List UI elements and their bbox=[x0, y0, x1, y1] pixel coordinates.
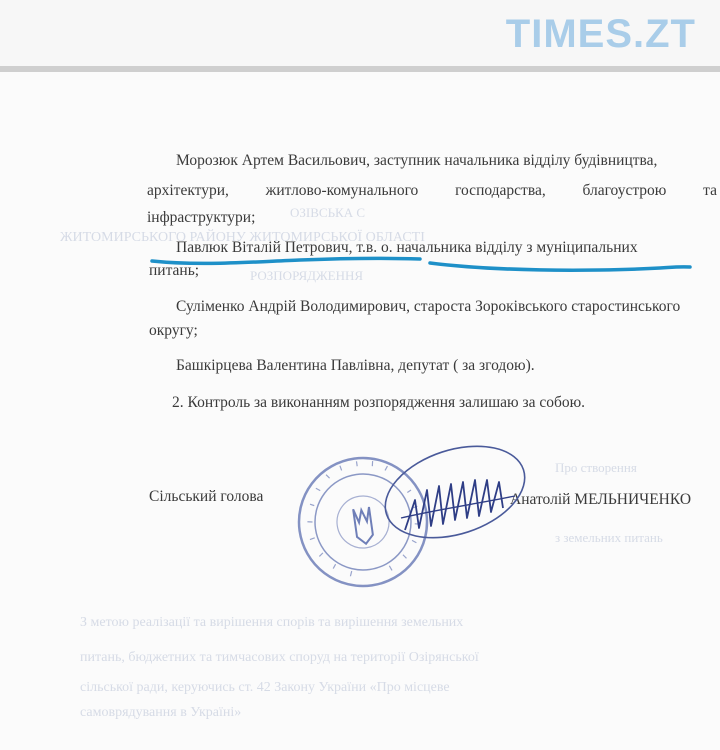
bleed-through-text: з земельних питань bbox=[555, 530, 663, 545]
paragraph-line: інфраструктури; bbox=[147, 209, 256, 226]
signature-name: Анатолій МЕЛЬНИЧЕНКО bbox=[510, 491, 692, 508]
bleed-through-text: З метою реалізації та вирішення спорів та вирішення земельних bbox=[80, 615, 464, 630]
paragraph-line: Суліменко Андрій Володимирович, староста Зороківського старостинського bbox=[176, 298, 681, 315]
bleed-through-text: РОЗПОРЯДЖЕННЯ bbox=[250, 268, 364, 283]
word: житлово-комунального bbox=[265, 182, 419, 199]
paragraph-line-justified bbox=[147, 182, 717, 200]
site-logo: TIMES.ZT bbox=[505, 12, 696, 56]
paragraph-line: 2. Контроль за виконанням розпорядження залишаю за собою. bbox=[172, 394, 586, 411]
bleed-through-text: ОЗІВСЬКА С bbox=[290, 205, 366, 220]
word: архітектури, bbox=[147, 182, 229, 199]
bleed-through-text: самоврядування в Україні» bbox=[80, 705, 242, 720]
bleed-through-text: сільської ради, керуючись ст. 42 Закону України «Про місцеве bbox=[80, 680, 450, 695]
paragraph-line: Морозюк Артем Васильович, заступник начальника відділу будівництва, bbox=[176, 152, 658, 169]
bleed-through-text: Про створення bbox=[555, 460, 637, 475]
paragraph-line-highlighted: Павлюк Віталій Петрович, т.в. о. начальника відділу з муніципальних bbox=[176, 239, 638, 256]
word: благоустрою bbox=[582, 182, 667, 199]
paragraph-line: Башкірцева Валентина Павлівна, депутат ( за згодою). bbox=[176, 357, 535, 374]
paragraph-line: питань; bbox=[149, 262, 200, 279]
handwritten-signature bbox=[375, 440, 545, 550]
bleed-through-text: ЖИТОМИРСЬКОГО РАЙОНУ ЖИТОМИРСЬКОЇ ОБЛАСТІ bbox=[60, 230, 425, 245]
word: господарства, bbox=[455, 182, 546, 199]
bleed-through-text: питань, бюджетних та тимчасових споруд на території Озірянської bbox=[80, 650, 479, 665]
word: та bbox=[703, 182, 717, 199]
paragraph-line: округу; bbox=[149, 322, 198, 339]
signature-position: Сільський голова bbox=[149, 488, 264, 505]
